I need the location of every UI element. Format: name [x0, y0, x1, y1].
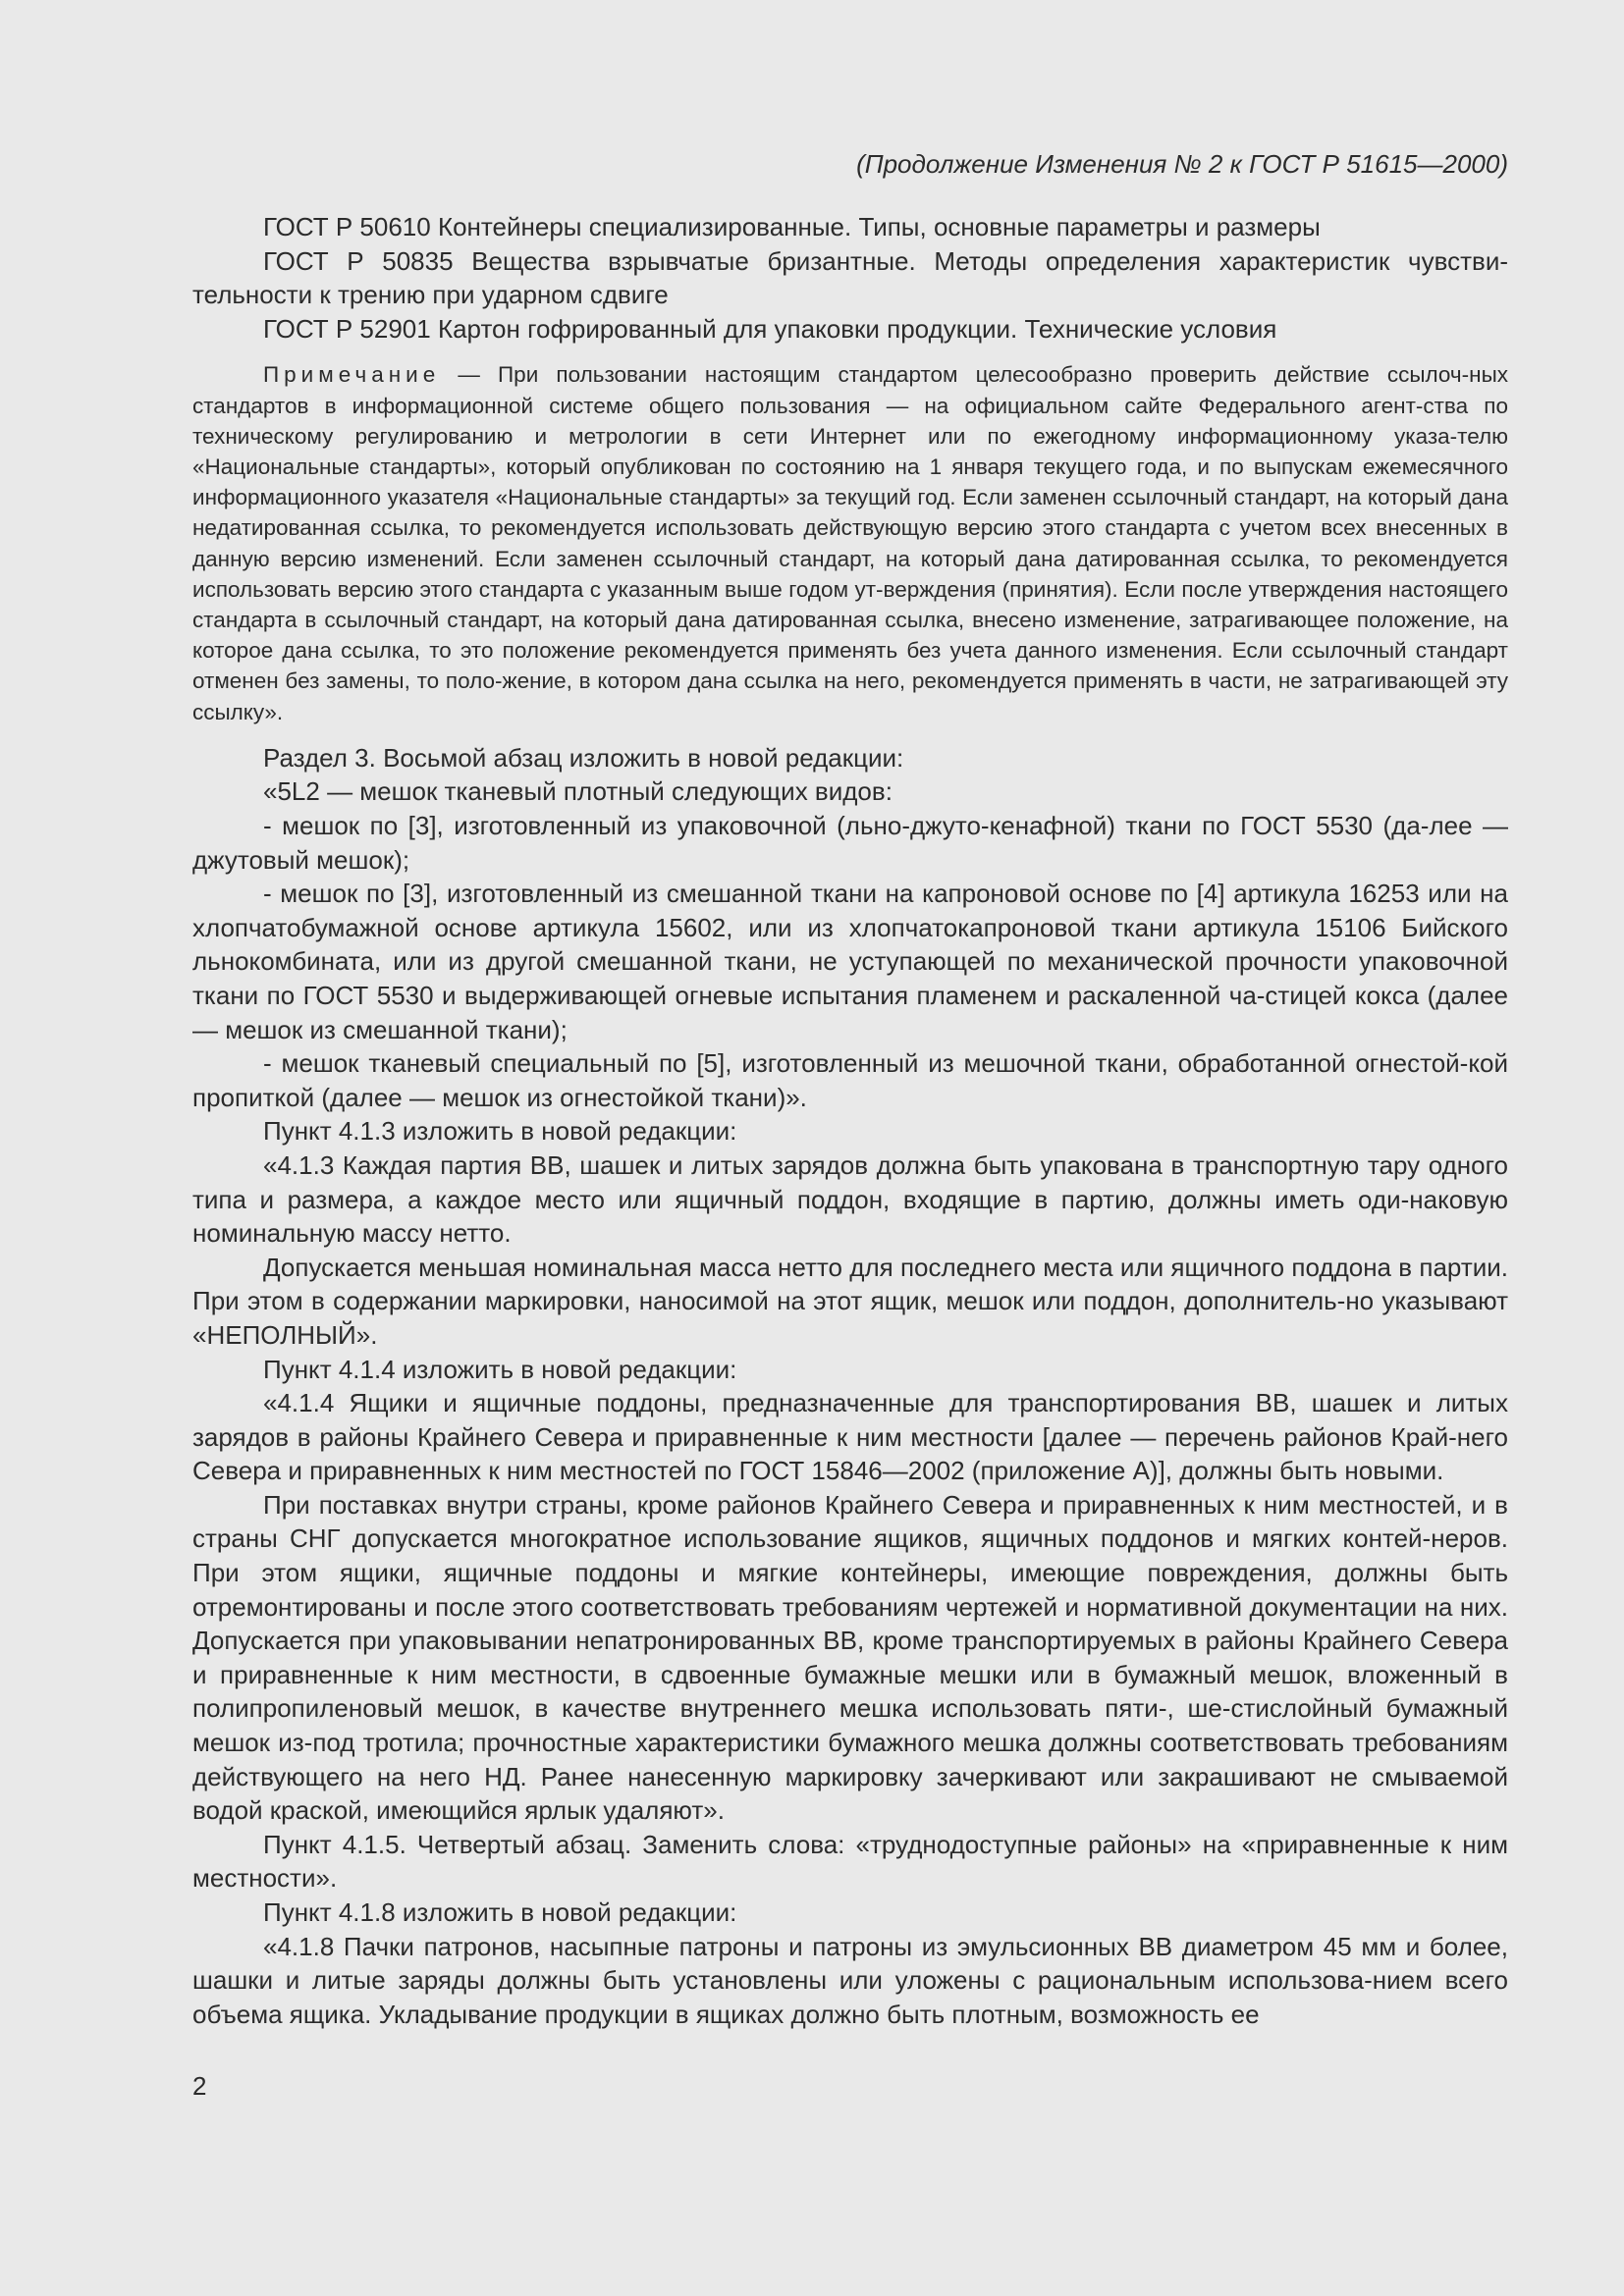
paragraph: «4.1.3 Каждая партия ВВ, шашек и литых зарядов должна быть упакована в транспортную тару одного типа и размера, а каждое место или ящичный поддон, входящие в партию, должны иметь оди-наковую номинальную массу нетто.: [192, 1149, 1508, 1249]
paragraph: Раздел 3. Восьмой абзац изложить в новой редакции:: [263, 742, 904, 773]
reference-gost-50610: ГОСТ Р 50610 Контейнеры специализированные. Типы, основные параметры и размеры: [263, 212, 1321, 241]
paragraph: - мешок по [3], изготовленный из смешанной ткани на капроновой основе по [4] артикула 16253 или на хлопчатобумажной основе артикула 15602, или из хлопчатокапроновой ткани артикула 15106 Бийского льнокомбината, или из другой смешанной ткани, не уступающей по механической прочности упаковочной ткани по ГОСТ 5530 и выдерживающей огневые испытания пламенем и раскаленной ча-стицей кокса (далее — мешок из смешанной ткани);: [192, 879, 1508, 1044]
paragraph: «4.1.8 Пачки патронов, насыпные патроны и патроны из эмульсионных ВВ диаметром 45 мм и более, шашки и литые заряды должны быть установлены или уложены с рациональным использова-нием всего объема ящика. Укладывание продукции в ящиках должно быть плотным, возможность ее: [192, 1931, 1508, 2029]
reference-gost-52901: ГОСТ Р 52901 Картон гофрированный для упаковки продукции. Технические условия: [263, 313, 1277, 344]
paragraph: «4.1.4 Ящики и ящичные поддоны, предназначенные для транспортирования ВВ, шашек и литых зарядов в районы Крайнего Севера и приравненные к ним местности [далее — перечень районов Край-него Севера и приравненных к ним местностей по ГОСТ 15846—2002 (приложение А)], должны быть новыми.: [192, 1388, 1508, 1486]
note-paragraph: [192, 359, 1508, 726]
paragraph: - мешок по [3], изготовленный из упаковочной (льно-джуто-кенафной) ткани по ГОСТ 5530 (да-лее — джутовый мешок);: [192, 811, 1508, 875]
paragraph: «5L2 — мешок тканевый плотный следующих видов:: [263, 776, 893, 807]
continuation-header: (Продолжение Изменения № 2 к ГОСТ Р 51615—2000): [856, 149, 1508, 179]
paragraph: Допускается меньшая номинальная масса нетто для последнего места или ящичного поддона в партии. При этом в содержании маркировки, наносимой на этот ящик, мешок или поддон, дополнитель-но указывают «НЕПОЛНЫЙ».: [192, 1252, 1508, 1350]
note-text: — При пользовании настоящим стандартом целесообразно проверить действие ссылоч-ных стандартов в информационной системе общего пользования — на официальном сайте Федерального агент-ства по техническому регулированию и метрологии в сети Интернет или по ежегодному информационному указа-телю «Национальные стандарты», который опубликован по состоянию на 1 января текущего года, и по выпускам ежемесячного информационного указателя «Национальные стандарты» за текущий год. Если заменен ссылочный стандарт, на который дана недатированная ссылка, то рекомендуется использовать действующую версию этого стандарта с учетом всех внесенных в данную версию изменений. Если заменен ссылочный стандарт, на который дана датированная ссылка, то рекомендуется использовать версию этого стандарта с указанным выше годом ут-верждения (принятия). Если после утверждения настоящего стандарта в ссылочный стандарт, на который дана датированная ссылка, внесено изменение, затрагивающее положение, на которое дана ссылка, то это положение рекомендуется применять без учета данного изменения. Если ссылочный стандарт отменен без замены, то поло-жение, в котором дана ссылка на него, рекомендуется применять в части, не затрагивающей эту ссылку».: [192, 362, 1508, 724]
paragraph: - мешок тканевый специальный по [5], изготовленный из мешочной ткани, обработанной огнестой-кой пропиткой (далее — мешок из огнестойкой ткани)».: [192, 1048, 1508, 1112]
page-number: 2: [192, 2071, 207, 2101]
note-label: Примечание: [263, 362, 441, 388]
reference-gost-50835: ГОСТ Р 50835 Вещества взрывчатые бризантные. Методы определения характеристик чувстви-тельности к трению при ударном сдвиге: [192, 245, 1508, 310]
paragraph: Пункт 4.1.5. Четвертый абзац. Заменить слова: «труднодоступные районы» на «приравненные к ним местности».: [192, 1829, 1508, 1894]
paragraph: Пункт 4.1.3 изложить в новой редакции:: [263, 1116, 737, 1147]
paragraph: При поставках внутри страны, кроме районов Крайнего Севера и приравненных к ним местностей, и в страны СНГ допускается многократное использование ящиков, ящичных поддонов и мягких контей-неров. При этом ящики, ящичные поддоны и мягкие контейнеры, имеющие повреждения, должны быть отремонтированы и после этого соответствовать требованиям чертежей и нормативной документации на них. Допускается при упаковывании непатронированных ВВ, кроме транспортируемых в районы Крайнего Севера и приравненные к ним местности, в сдвоенные бумажные мешки или в бумажный мешок, вложенный в полипропиленовый мешок, в качестве внутреннего мешка использовать пяти-, ше-стислойный бумажный мешок из-под тротила; прочностные характеристики бумажного мешка должны соответствовать требованиям действующего на него НД. Ранее нанесенную маркировку зачеркивают или закрашивают не смываемой водой краской, имеющийся ярлык удаляют».: [192, 1489, 1508, 1826]
document-body: [192, 210, 1508, 2031]
paragraph: Пункт 4.1.4 изложить в новой редакции:: [263, 1354, 737, 1384]
paragraph: Пункт 4.1.8 изложить в новой редакции:: [263, 1897, 737, 1927]
